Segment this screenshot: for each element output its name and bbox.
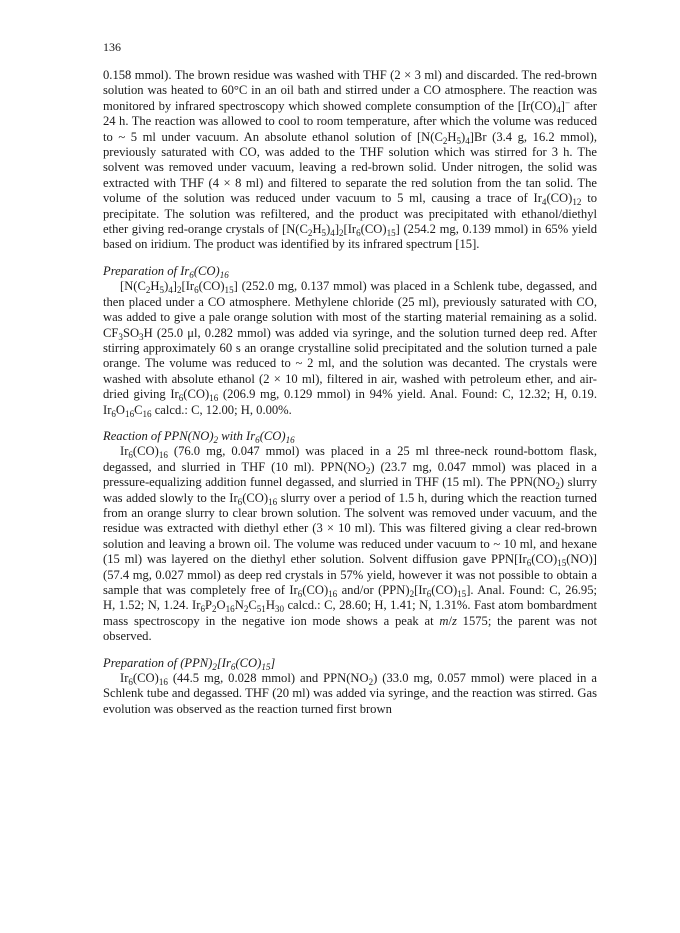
paragraph-ppn-reaction: $Ir_6(CO)_{16}$ (76.0 mg, 0.047 mmol) was placed in a 25 ml three-neck round-bottom flask, degassed, and slurried in THF (10 ml). $PPN(NO_2)$ (23.7 mg, 0.047 mmol) was placed in a pressure-equalizing addition funnel degassed, and slurried in THF (15 ml). The $PPN(NO_2)$ slurry was added slowly to the $Ir_6(CO)_{16}$ slurry over a period of 1.5 h, during which the reaction turned from an orange slurry to clear brown solution. The solvent was removed under vacuum, and the residue was extracted with diethyl ether (3 × 10 ml). This was filtered giving a clear red-brown solution and leaving a brown oil. The volume was reduced under vacuum to ~ 10 ml, and hexane (15 ml) was layered on the diethyl ether solution. Solvent diffusion gave $PPN[Ir_6(CO)_{15}(NO)]$ (57.4 mg, 0.027 mmol) as deep red crystals in 57% yield, however it was not possible to obtain a sample that was completely free of $Ir_6(CO)_{16}$ and/or $(PPN)_2[Ir_6(CO)_{15}]$. Anal. Found: C, 26.95; H, 1.52; N, 1.24. $Ir_6P_2O_{16}N_2C_{51}H_{30}$ calcd.: C, 28.60; H, 1.41; N, 1.31%. Fast atom bombardment mass spectroscopy in the negative ion mode shows a peak at m/z 1575; the parent was not observed. bbox=[103, 444, 598, 644]
section-heading-ppn2-prep: Preparation of $(PPN)_2[Ir_6(CO)_{15}]$ bbox=[103, 655, 276, 672]
paragraph-ir6co16-prep: $[N(C_2H_5)_4]_2[Ir_6(CO)_{15}]$ (252.0 mg, 0.137 mmol) was placed in a Schlenk tube, degassed, and then placed under a CO atmosphere. Methylene chloride (25 ml), previously saturated with CO, was added to give a pale orange solution with most of the starting material remaining as a solid. $CF_3SO_3H$ (25.0 μl, 0.282 mmol) was added via syringe, and the solution turned deep red. After stirring approximately 60 s an orange crystalline solid precipitated and the solution turned a pale orange. The volume was reduced to ~ 2 ml, and the solution was decanted. The crystals were washed with absolute ethanol (2 × 10 ml), filtered in air, washed with petroleum ether, and air-dried giving $Ir_6(CO)_{16}$ (206.9 mg, 0.129 mmol) in 94% yield. Anal. Found: C, 12.32; H, 0.19. $Ir_6O_{16}C_{16}$ calcd.: C, 12.00; H, 0.00%. bbox=[103, 279, 597, 419]
document-page bbox=[103, 40, 597, 717]
section-heading-ir6co16: Preparation of $Ir_6(CO)_{16}$ bbox=[103, 263, 229, 281]
section-heading-ppn-reaction: Reaction of $PPN(NO)_2$ with $Ir_6(CO)_{16}$ bbox=[103, 428, 295, 446]
paragraph-ppn2-prep: $Ir_6(CO)_{16}$ (44.5 mg, 0.028 mmol) and $PPN(NO_2)$ (33.0 mg, 0.057 mmol) were placed in a Schlenk tube and degassed. THF (20 ml) was added via syringe, and the reaction was stirred. Gas evolution was observed as the reaction turned first brown bbox=[103, 671, 597, 716]
paragraph-residue-workup: 0.158 mmol). The brown residue was washed with THF (2 × 3 ml) and discarded. The red-brown solution was heated to 60°C in an oil bath and stirred under a CO atmosphere. The reaction was monitored by infrared spectroscopy which showed complete consumption of the $[Ir(CO)_4]^-$ after 24 h. The reaction was allowed to cool to room temperature, after which the volume was reduced to ~ 5 ml under vacuum. An absolute ethanol solution of $[N(C_2H_5)_4]Br$ (3.4 g, 16.2 mmol), previously saturated with CO, was added to the THF solution which was stirred for 3 h. The solvent was removed under vacuum, leaving a red-brown solid. Under nitrogen, the solid was extracted with THF (4 × 8 ml) and filtered to separate the red solution from the tan solid. The volume of the solution was reduced under vacuum to 5 ml, causing a trace of $Ir_4(CO)_{12}$ to precipitate. The solution was refiltered, and the product was precipitated with ethanol/diethyl ether giving red-orange crystals of $[N(C_2H_5)_4]_2[Ir_6(CO)_{15}]$ (254.2 mg, 0.139 mmol) in 65% yield based on iridium. The product was identified by its infrared spectrum [15]. bbox=[103, 68, 598, 252]
page-number: 136 bbox=[103, 40, 121, 54]
